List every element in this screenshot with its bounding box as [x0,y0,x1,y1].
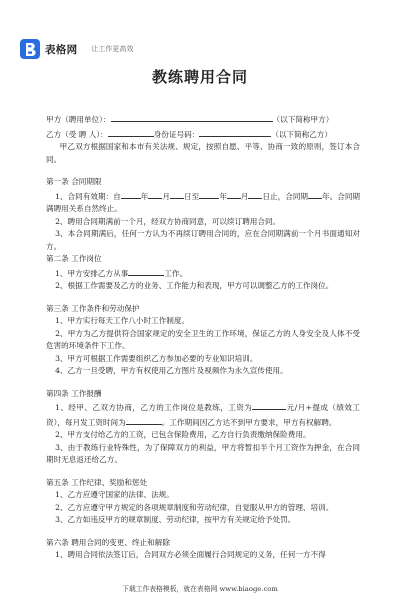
job-position-blank[interactable] [128,266,164,276]
article-6-heading: 第六条 聘用合同的变更、终止和解除 [46,537,170,547]
text: 月 [240,191,249,201]
text: 工作。 [164,268,188,278]
contract-body [46,112,360,562]
article-2-item-2: 2、根据工作需要及乙方的业务、工作能力和表现，甲方可以调整乙方的工作岗位。 [55,281,334,290]
text: 日至 [183,191,200,201]
article-1-item-3: 3、本合同期满后，任何一方认为不再续订聘用合同的，应在合同期满前一个月书面通知对方。 [46,229,360,251]
site-header [20,38,133,60]
party-b-id-blank[interactable] [199,127,271,137]
intro-paragraph: 甲乙双方根据国家和本市有关法规、规定，按照自愿、平等、协商一致的原则，签订本合同。 [46,142,360,164]
start-day-blank[interactable] [170,189,184,199]
article-4-item-3: 3、由于教练行业特殊性，为了保障双方的利益，甲方将暂扣半个月工资作为押金，在合同期时无息返还给乙方。 [46,442,360,464]
article-5-heading: 第五条 工作纪律、奖励和惩处 [46,477,148,487]
article-3-item-1: 1、甲方实行每天工作八小时工作制度。 [55,316,190,325]
start-month-blank[interactable] [148,189,162,199]
text: 年 [219,191,227,201]
article-5-item-3: 3、乙方如违反甲方的规章制度、劳动纪律，按甲方有关规定给予处罚。 [55,515,296,524]
party-b-id-label: 身份证号码： [153,129,200,139]
article-1-item-1 [46,189,360,216]
article-3-item-2: 2、甲方为乙方提供符合国家规定的安全卫生的工作环境，保证乙方的人身安全及人体不受危害的环境条件下工作。 [46,328,360,350]
party-b-suffix: （以下简称乙方） [271,129,333,139]
article-2-heading: 第二条 工作岗位 [46,254,102,263]
article-4-heading: 第四条 工作报酬 [46,388,102,398]
text: 元/月+提成（绩效工资），每月发工资时间为 [46,403,360,427]
article-3-heading: 第三条 工作条件和劳动保护 [46,303,140,313]
article-5-item-1: 1、乙方应遵守国家的法律、法规。 [55,490,174,499]
article-6-item-1: 1、聘用合同依法签订后，合同双方必须全面履行合同规定的义务，任何一方不得 [55,550,326,559]
party-a-label: 甲方（聘用单位）： [46,115,111,124]
article-3-item-4: 4、乙方一旦受聘，甲方有权使用乙方图片及视频作为永久宣传使用。 [55,366,288,375]
article-4-item-1 [46,400,360,429]
text: 日止，合同期 [262,191,309,201]
party-b-label: 乙方（受 聘 人）： [46,129,108,139]
party-a-line [46,112,360,127]
end-year-blank[interactable] [199,189,219,199]
article-1-item-2: 2、聘用合同期满前一个月，经双方协商同意，可以续订聘用合同。 [55,216,281,226]
end-day-blank[interactable] [248,189,262,199]
text: 1、甲方安排乙方从事 [55,268,129,278]
text: 1、合同有效期：自 [55,191,121,201]
page-footer: 下载工作表格模板，就在表格网 www.biaoge.com [122,585,278,593]
party-b-line [46,127,360,142]
text: 月 [162,191,170,201]
brand-tagline: 让工作更高效 [91,45,134,53]
article-1-heading: 第一条 合同期限 [46,177,102,186]
document-title: 教练聘用合同 [151,68,248,86]
contract-years-blank[interactable] [308,189,322,199]
article-4-item-2: 2、甲方支付给乙方的工资，已包含保险费用，乙方自行负责缴纳保险费用。 [55,430,311,439]
text: 年 [140,191,149,201]
biaoge-logo-icon [20,39,40,59]
text: 同期满聘用关系自然终止。 [46,191,361,213]
payday-blank[interactable] [126,415,162,425]
end-month-blank[interactable] [227,189,241,199]
text: 年。合 [322,191,345,201]
article-3-item-3: 3、甲方可根据工作需要组织乙方参加必要的专业知识培训。 [55,353,258,363]
text: 。工作期间因乙方达不到甲方要求，甲方有权解聘。 [161,417,337,427]
text: 1、经甲、乙双方协商，乙方的工作岗位是教练，工资为 [55,403,253,412]
start-year-blank[interactable] [121,189,141,199]
party-b-name-blank[interactable] [108,127,154,137]
brand-name: 表格网 [45,43,78,56]
article-5-item-2: 2、乙方应遵守甲方规定的各项规章制度和劳动纪律，自觉服从甲方的管理、培训。 [55,502,334,512]
salary-blank[interactable] [252,400,286,410]
party-a-blank[interactable] [111,112,273,122]
article-2-item-1 [46,266,360,281]
party-a-suffix: （以下简称甲方） [272,115,334,124]
